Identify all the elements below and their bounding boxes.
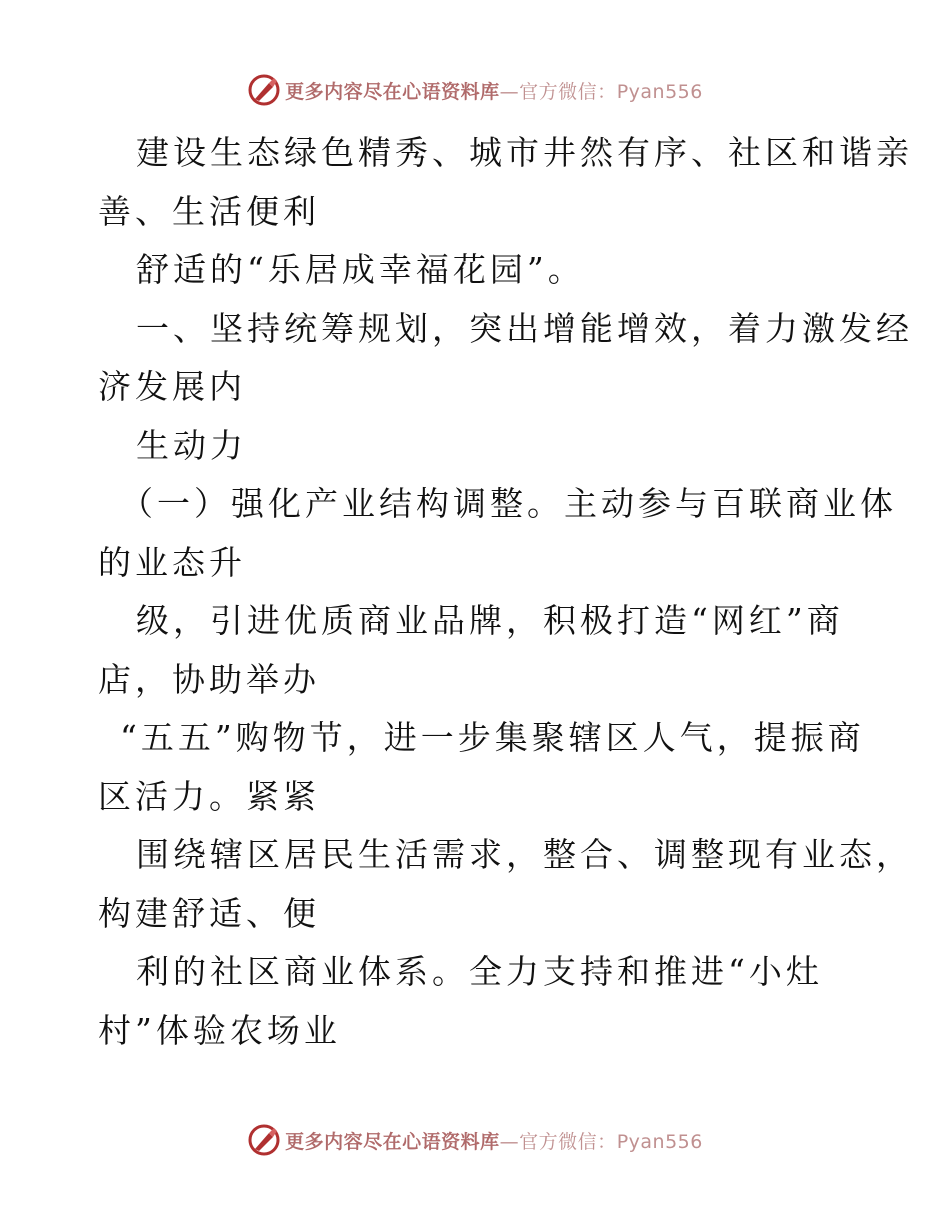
watermark-wechat-label: 官方微信： <box>519 1130 617 1153</box>
watermark-wechat-id: Pyan556 <box>616 80 703 103</box>
text-line: （一）强化产业结构调整。主动参与百联商业体 <box>120 484 897 523</box>
text-line: 建设生态绿色精秀、城市井然有序、社区和谐亲 <box>136 133 913 172</box>
text-line: 一、坚持统筹规划，突出增能增效，着力激发经 <box>136 308 913 348</box>
footer-watermark <box>0 1120 950 1160</box>
header-watermark <box>0 70 950 110</box>
pen-logo-icon <box>247 73 281 107</box>
text-line: 舒适的“乐居成幸福花园”。 <box>136 250 585 289</box>
watermark-main-text: 更多内容尽在心语资料库 <box>285 1130 500 1153</box>
text-line: 村”体验农场业 <box>98 1010 341 1050</box>
text-line: 的业态升 <box>98 542 246 582</box>
document-body <box>98 124 913 1060</box>
text-line: “五五”购物节，进一步集聚辖区人气，提振商 <box>120 718 865 757</box>
watermark-separator: — <box>499 80 520 103</box>
watermark-wechat-label: 官方微信： <box>519 80 617 103</box>
text-line: 级，引进优质商业品牌，积极打造“网红”商 <box>136 601 844 640</box>
watermark-text <box>285 77 703 104</box>
watermark-main-text: 更多内容尽在心语资料库 <box>285 80 500 103</box>
pen-logo-icon <box>247 1123 281 1157</box>
watermark-separator: — <box>499 1130 520 1153</box>
watermark-text <box>285 1127 703 1154</box>
text-line: 生动力 <box>136 425 247 465</box>
text-line: 善、生活便利 <box>98 191 320 231</box>
watermark-wechat-id: Pyan556 <box>616 1130 703 1153</box>
text-line: 店，协助举办 <box>98 659 320 699</box>
text-line: 区活力。紧紧 <box>98 776 320 816</box>
text-line: 围绕辖区居民生活需求，整合、调整现有业态， <box>136 835 913 874</box>
text-line: 利的社区商业体系。全力支持和推进“小灶 <box>136 952 823 991</box>
text-line: 构建舒适、便 <box>98 893 320 933</box>
text-line: 济发展内 <box>98 367 246 406</box>
